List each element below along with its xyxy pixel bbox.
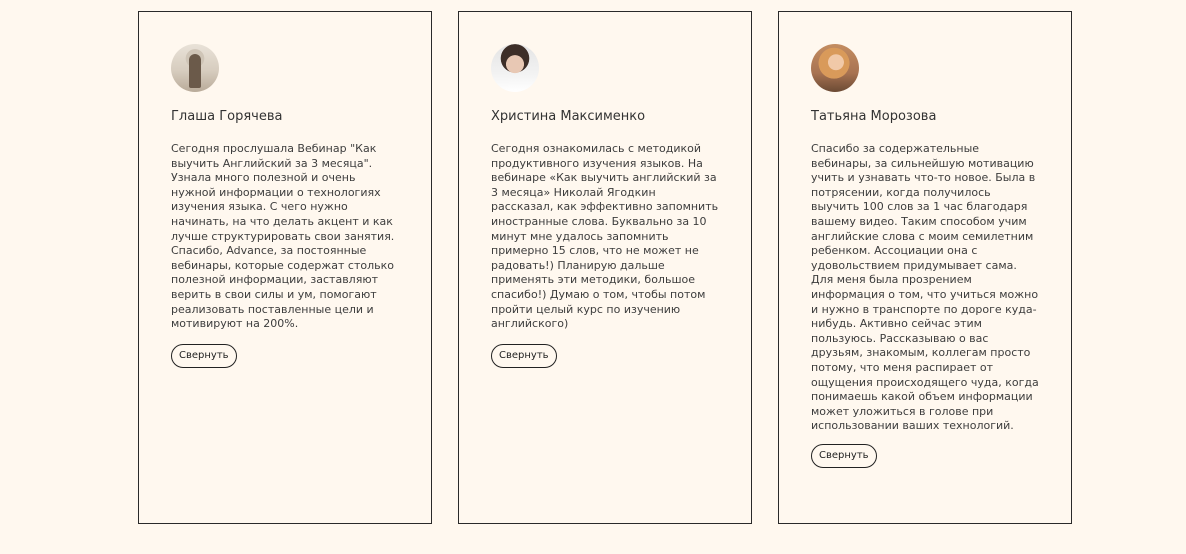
reviewer-name: Христина Максименко <box>491 109 646 124</box>
reviewer-name: Глаша Горячева <box>171 109 283 124</box>
review-card <box>778 11 1072 524</box>
review-card <box>138 11 432 524</box>
reviewer-name: Татьяна Морозова <box>811 109 937 124</box>
review-text: Сегодня прослушала Вебинар "Как выучить Английский за 3 месяца". Узнала много полезной и очень нужной информации о технологиях изучения языка. С чего нужно начинать, на что делать акцент и как лучше структурировать свои занятия. Спасибо, Advance, за постоянные вебинары, которые содержат столько полезной информации, заставляют верить в свои силы и ум, помогают реализовать поставленные цели и мотивируют на 200%. <box>171 142 395 331</box>
collapse-button[interactable]: Свернуть <box>491 344 557 368</box>
avatar <box>491 44 539 92</box>
review-card <box>458 11 752 524</box>
collapse-button[interactable]: Свернуть <box>811 444 877 468</box>
avatar <box>171 44 219 92</box>
review-text: Спасибо за содержательные вебинары, за сильнейшую мотивацию учить и узнавать что-то новое. Была в потрясении, когда получилось выучить 100 слов за 1 час благодаря вашему видео. Таким способом учим английские слова с моим семилетним ребенком. Ассоциации она с удовольствием придумывает сама. Для меня была прозрением информация о том, что учиться можно и нужно в транспорте по дороге куда- нибудь. Активно сейчас этим пользуюсь. Рассказываю о вас друзьям, знакомым, коллегам просто потому, что меня распирает от ощущения происходящего чуда, когда понимаешь какой объем информации может уложиться в голове при использовании ваших технологий. <box>811 142 1039 433</box>
collapse-button[interactable]: Свернуть <box>171 344 237 368</box>
review-text: Сегодня ознакомилась с методикой продуктивного изучения языков. На вебинаре «Как выучить английский за 3 месяца» Николай Ягодкин рассказал, как эффективно запомнить иностранные слова. Буквально за 10 минут мне удалось запомнить примерно 15 слов, что не может не радовать!) Планирую дальше применять эти методики, большое спасибо!) Думаю о том, чтобы потом пройти целый курс по изучению английского) <box>491 142 719 331</box>
avatar <box>811 44 859 92</box>
